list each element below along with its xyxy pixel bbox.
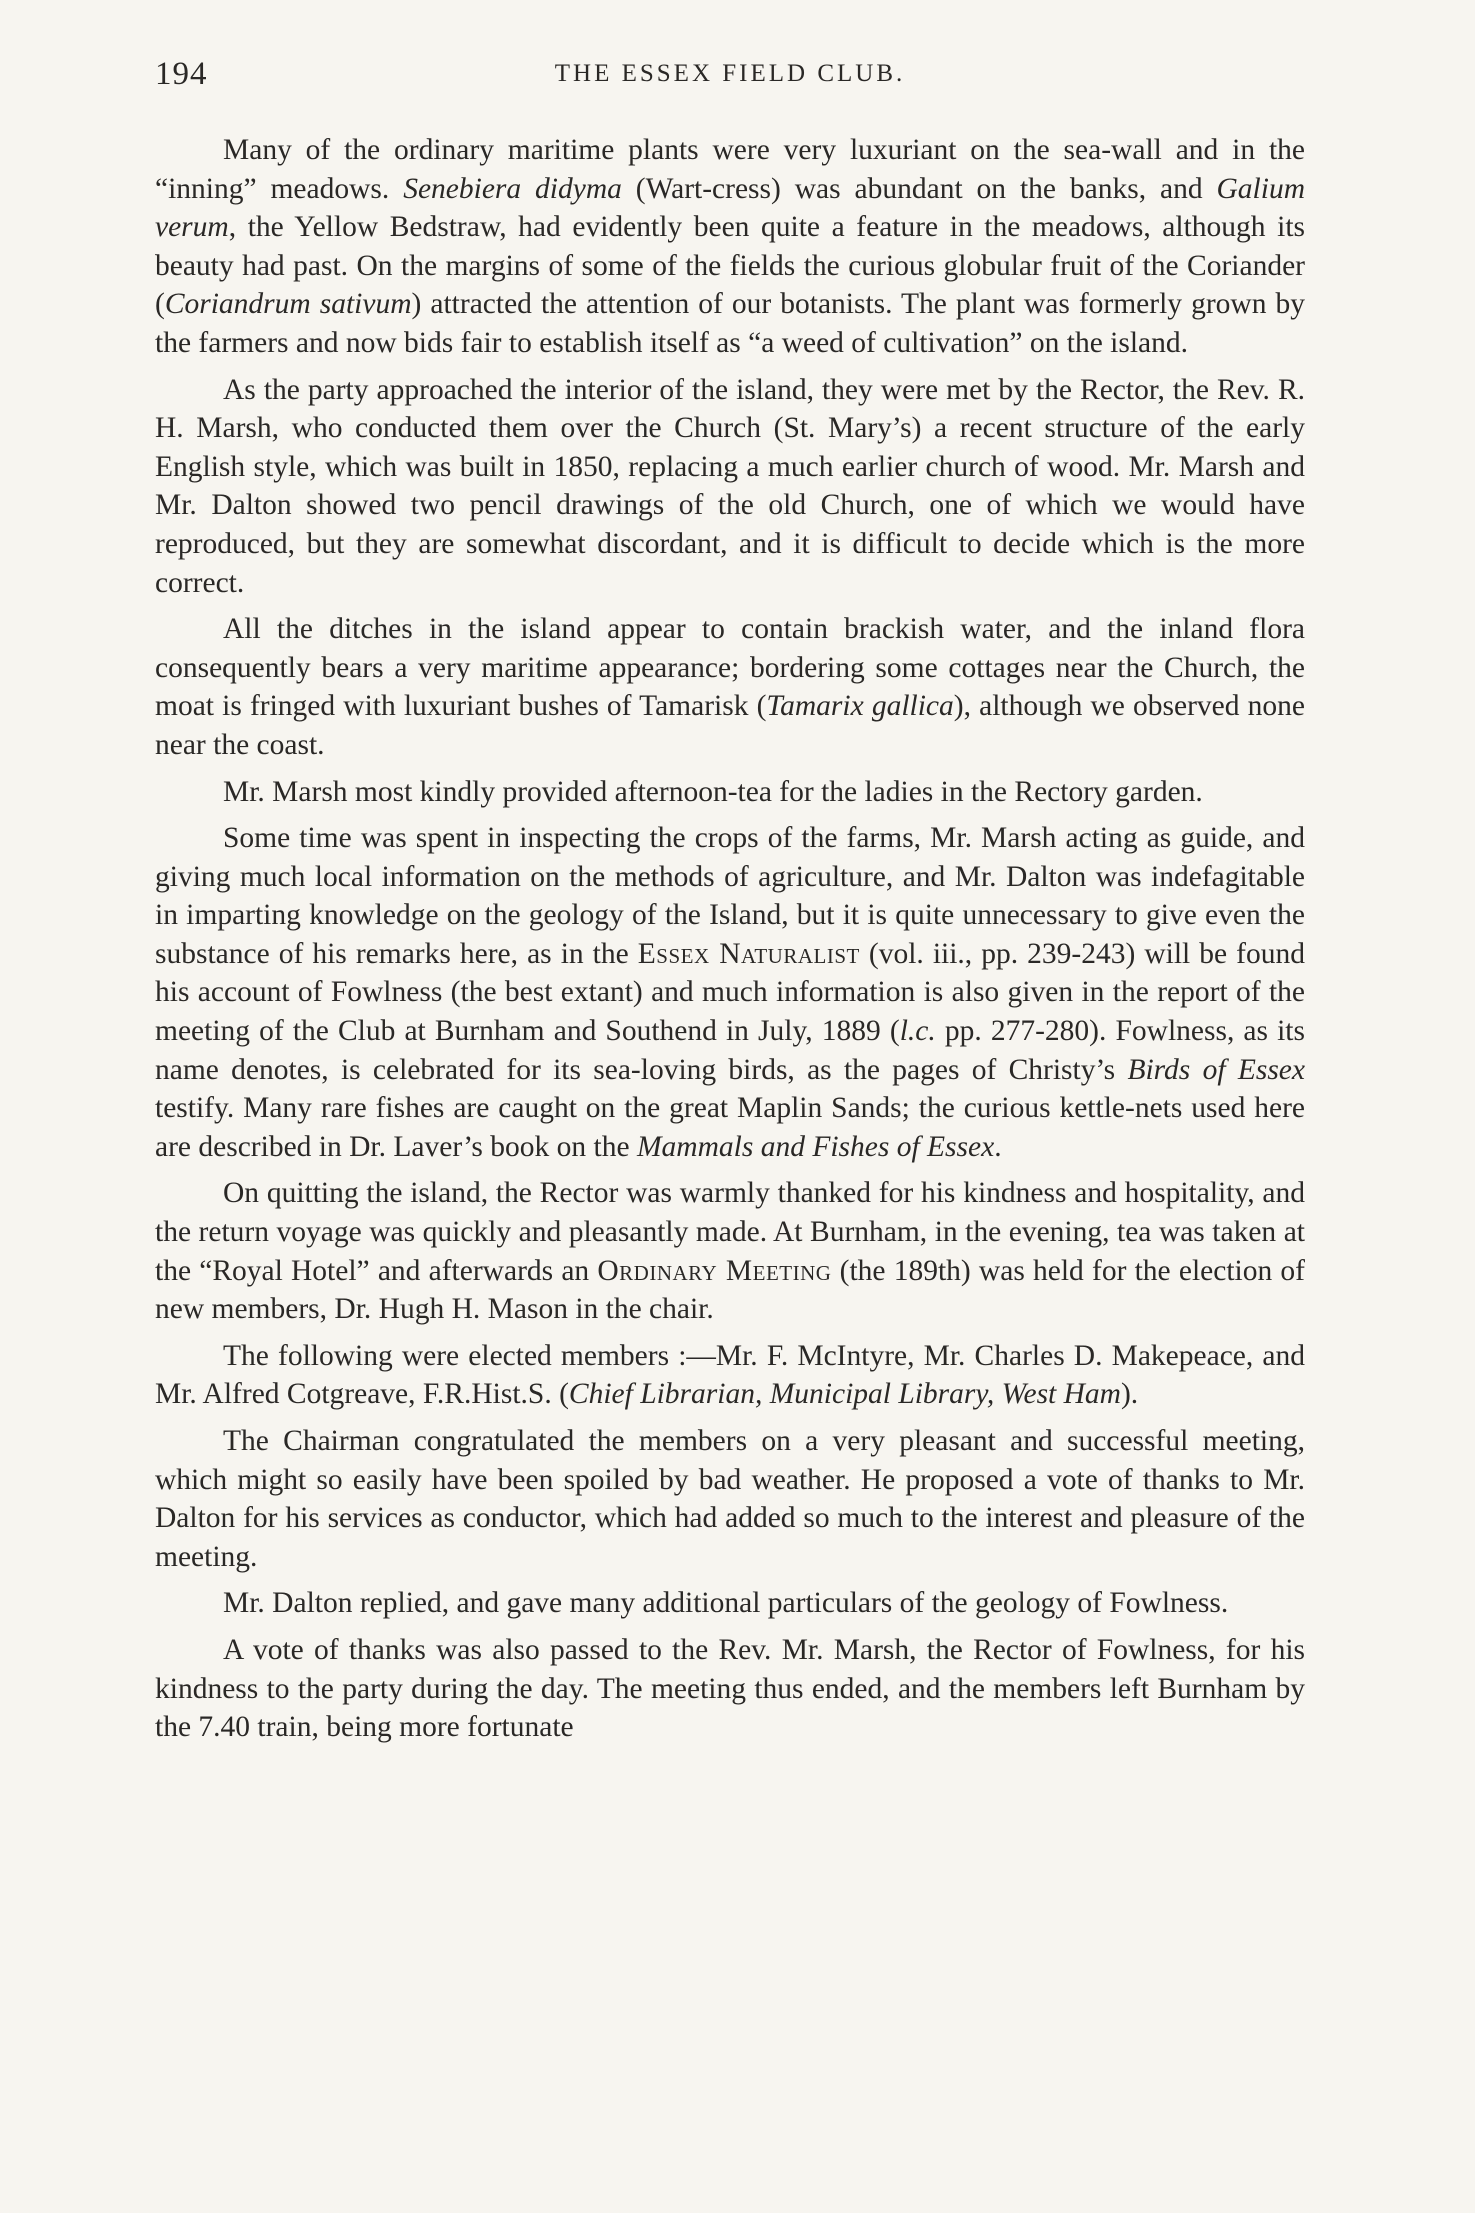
text-run: Mr. Dalton replied, and gave many additional particulars of the geology of Fowlness. (223, 1587, 1229, 1620)
text-run: testify. Many rare fishes are caught on the great Maplin Sands; the curious kettle-nets used here are described in Dr. Laver’s book on the (155, 1092, 1305, 1163)
text-run: pp. 277-280). Fowlness, as its name denotes, is celebrated for its sea-loving birds, as the pages of Christy’s (155, 1015, 1305, 1086)
italic-text: Galium verum (155, 172, 1305, 244)
italic-text: Birds of Essex (1127, 1053, 1305, 1086)
text-run: ). (1120, 1378, 1139, 1411)
text-run: (the 189th) was held for the election of new members, Dr. Hugh H. Mason in the chair. (155, 1254, 1305, 1326)
text-run: ) attracted the attention of our botanists. The plant was formerly grown by the farmers and now bids fair to establish itself as “a weed of cultivation” on the island. (155, 288, 1305, 359)
running-header (155, 56, 1305, 106)
paragraph (155, 610, 1305, 764)
paragraph (155, 1337, 1305, 1414)
text-run: All the ditches in the island appear to contain brackish water, and the inland flora consequently bears a very maritime appearance; bordering some cottages near the Church, the moat is fringed with luxuriant bushes of Tamarisk ( (155, 613, 1305, 723)
paragraph (155, 819, 1305, 1166)
body-text (155, 131, 1305, 1747)
italic-text: Senebiera didyma (403, 172, 622, 205)
italic-text: Chief Librarian, Municipal Library, West Ham (568, 1378, 1121, 1411)
paragraph (155, 1631, 1305, 1747)
text-run: The following were elected members :—Mr. F. McIntyre, Mr. Charles D. Makepeace, and Mr. Alfred Cotgreave, F.R.Hist.S. ( (155, 1339, 1305, 1411)
paragraph (155, 1174, 1305, 1328)
text-run: The Chairman congratulated the members on a very pleasant and successful meeting, which might so easily have been spoiled by bad weather. He proposed a vote of thanks to Mr. Dalton for his services as conductor, which had added so much to the interest and pleasure of the meeting. (155, 1425, 1305, 1573)
small-caps-text: Ordinary Meeting (597, 1254, 832, 1287)
page-number: 194 (155, 56, 208, 92)
text-run: (Wart-cress) was abundant on the banks, and (621, 172, 1217, 205)
small-caps-text: Essex Naturalist (637, 937, 860, 970)
text-run: Many of the ordinary maritime plants were very luxuriant on the sea-wall and in the “inning” meadows. (155, 134, 1305, 205)
italic-text: Coriandrum sativum (164, 288, 412, 321)
text-run: , the Yellow Bedstraw, had evidently been quite a feature in the meadows, although its beauty had past. On the margins of some of the fields the curious globular fruit of the Coriander ( (155, 211, 1305, 321)
text-run: (vol. iii., pp. 239-243) will be found his account of Fowlness (the best extant) and much information is also given in the report of the meeting of the Club at Burnham and Southend in July, 1889 ( (155, 937, 1305, 1048)
paragraph (155, 131, 1305, 363)
text-run: On quitting the island, the Rector was warmly thanked for his kindness and hospitality, and the return voyage was quickly and pleasantly made. At Burnham, in the evening, tea was taken at the “Royal Hotel” and afterwards an (155, 1177, 1305, 1287)
text-run: A vote of thanks was also passed to the Rev. Mr. Marsh, the Rector of Fowlness, for his kindness to the party during the day. The meeting thus ended, and the members left Burnham by the 7.40 train, being more fortunate (155, 1633, 1305, 1744)
paragraph (155, 773, 1305, 812)
text-run: ), although we observed none near the coast. (155, 690, 1305, 761)
italic-text: Mammals and Fishes of Essex (636, 1130, 995, 1163)
paragraph (155, 371, 1305, 603)
text-run: . (994, 1130, 1002, 1163)
text-run: As the party approached the interior of the island, they were met by the Rector, the Rev. R. H. Marsh, who conducted them over the Church (St. Mary’s) a recent structure of the early English style, which was built in 1850, replacing a much earlier church of wood. Mr. Marsh and Mr. Dalton showed two pencil drawings of the old Church, one of which we would have reproduced, but they are somewhat discordant, and it is difficult to decide which is the more correct. (155, 373, 1305, 599)
text-run: Some time was spent in inspecting the crops of the farms, Mr. Marsh acting as guide, and giving much local information on the methods of agriculture, and Mr. Dalton was indefagitable in imparting knowledge on the geology of the Island, but it is quite unnecessary to give even the substance of his remarks here, as in the (155, 822, 1305, 970)
running-title: THE ESSEX FIELD CLUB. (554, 60, 906, 87)
paragraph (155, 1422, 1305, 1576)
text-run: Mr. Marsh most kindly provided afternoon-tea for the ladies in the Rectory garden. (223, 775, 1203, 808)
italic-text: Tamarix gallica (766, 690, 954, 723)
paragraph (155, 1584, 1305, 1623)
italic-text: l.c. (899, 1015, 936, 1048)
